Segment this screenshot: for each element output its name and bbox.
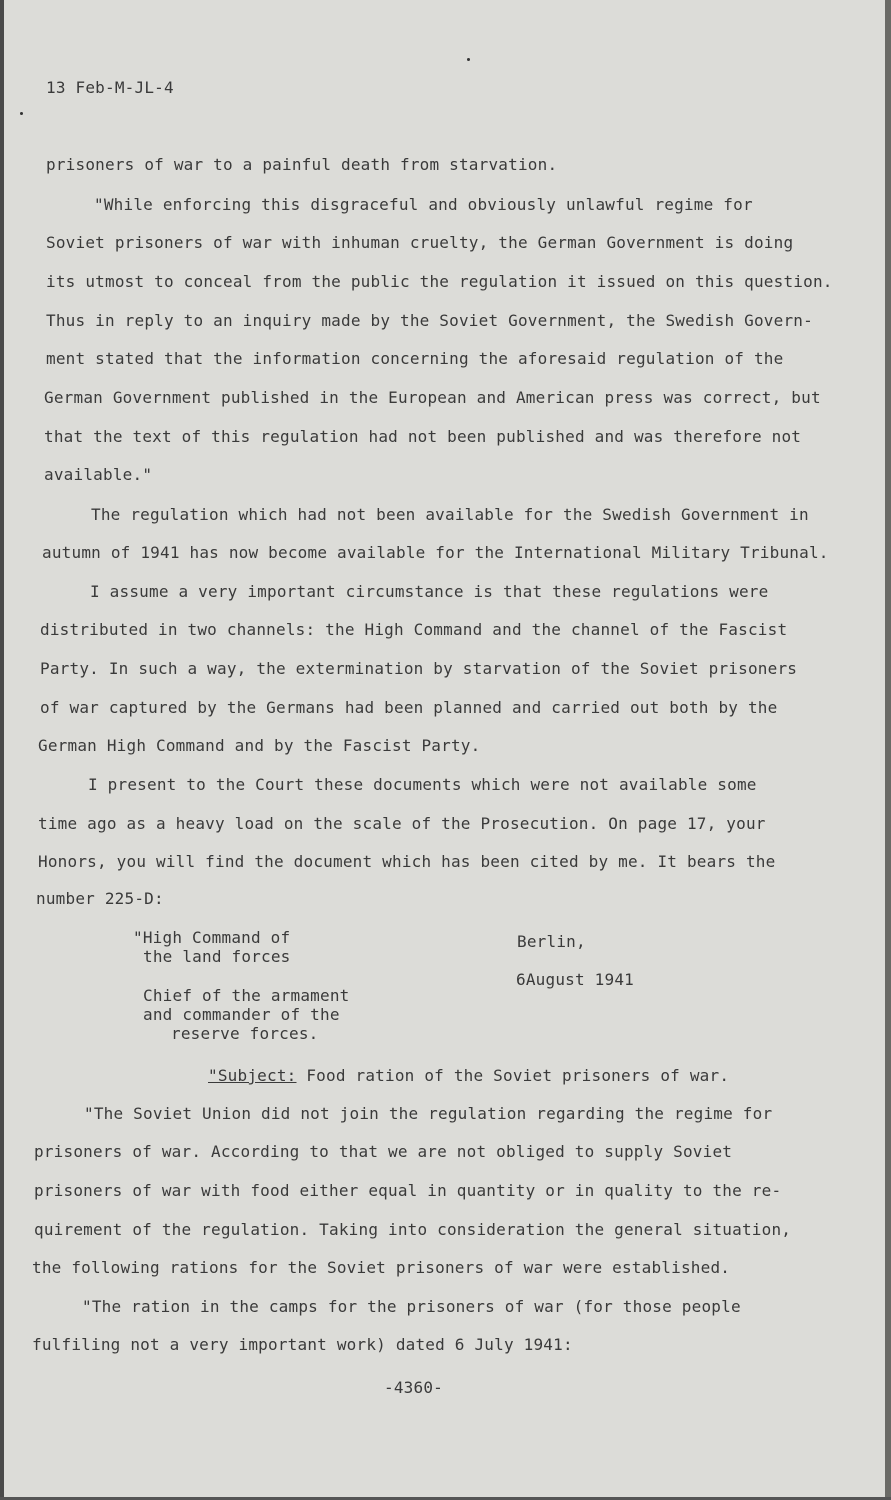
letterhead-line: and commander of the bbox=[143, 1005, 340, 1024]
body-line: German Government published in the European and American press was correct, but bbox=[44, 388, 821, 407]
letterhead-line: the land forces bbox=[143, 947, 291, 966]
body-line: Party. In such a way, the extermination by starvation of the Soviet prisoners bbox=[40, 659, 798, 678]
body-line: Soviet prisoners of war with inhuman cruelty, the German Government is doing bbox=[46, 233, 794, 252]
letterhead-line: Chief of the armament bbox=[143, 986, 350, 1005]
body-line: Thus in reply to an inquiry made by the Soviet Government, the Swedish Govern- bbox=[46, 311, 813, 330]
body-line: "The Soviet Union did not join the regulation regarding the regime for bbox=[84, 1104, 773, 1123]
body-line: "The ration in the camps for the prisoners of war (for those people bbox=[82, 1297, 741, 1316]
letterhead-line: "High Command of bbox=[133, 928, 291, 947]
body-line: The regulation which had not been available for the Swedish Government in bbox=[91, 505, 809, 524]
subject-text: Food ration of the Soviet prisoners of war. bbox=[306, 1066, 730, 1085]
subject-label: "Subject: bbox=[208, 1066, 297, 1085]
body-line: the following rations for the Soviet prisoners of war were established. bbox=[32, 1258, 731, 1277]
body-line: its utmost to conceal from the public the regulation it issued on this question. bbox=[46, 272, 833, 291]
body-line: prisoners of war with food either equal in quantity or in quality to the re- bbox=[34, 1181, 782, 1200]
scan-edge-left bbox=[0, 0, 4, 1500]
body-line: time ago as a heavy load on the scale of the Prosecution. On page 17, your bbox=[38, 814, 766, 833]
scan-speck bbox=[20, 112, 23, 115]
body-line: distributed in two channels: the High Command and the channel of the Fascist bbox=[40, 620, 788, 639]
body-line: I assume a very important circumstance is that these regulations were bbox=[90, 582, 769, 601]
body-line: autumn of 1941 has now become available for the International Military Tribunal. bbox=[42, 543, 829, 562]
body-line: German High Command and by the Fascist Party. bbox=[38, 736, 481, 755]
body-line: ment stated that the information concerning the aforesaid regulation of the bbox=[46, 349, 784, 368]
letterhead-date: 6August 1941 bbox=[516, 970, 634, 989]
body-line: available." bbox=[44, 465, 153, 484]
scan-edge-right bbox=[885, 0, 891, 1500]
body-line: that the text of this regulation had not been published and was therefore not bbox=[44, 427, 802, 446]
subject-line bbox=[208, 1066, 729, 1085]
body-line: of war captured by the Germans had been planned and carried out both by the bbox=[40, 698, 778, 717]
body-line: fulfiling not a very important work) dated 6 July 1941: bbox=[32, 1335, 573, 1354]
page-header-ref: 13 Feb-M-JL-4 bbox=[46, 78, 174, 97]
body-line: I present to the Court these documents which were not available some bbox=[88, 775, 757, 794]
page-number: -4360- bbox=[384, 1378, 443, 1397]
body-line: prisoners of war to a painful death from starvation. bbox=[46, 155, 558, 174]
body-line: Honors, you will find the document which has been cited by me. It bears the bbox=[38, 852, 776, 871]
body-line: "While enforcing this disgraceful and obviously unlawful regime for bbox=[94, 195, 753, 214]
body-line: quirement of the regulation. Taking into consideration the general situation, bbox=[34, 1220, 792, 1239]
letterhead-place: Berlin, bbox=[517, 932, 586, 951]
body-line: number 225-D: bbox=[36, 889, 164, 908]
body-line: prisoners of war. According to that we are not obliged to supply Soviet bbox=[34, 1142, 733, 1161]
scan-speck bbox=[467, 58, 470, 61]
letterhead-line: reserve forces. bbox=[171, 1024, 319, 1043]
